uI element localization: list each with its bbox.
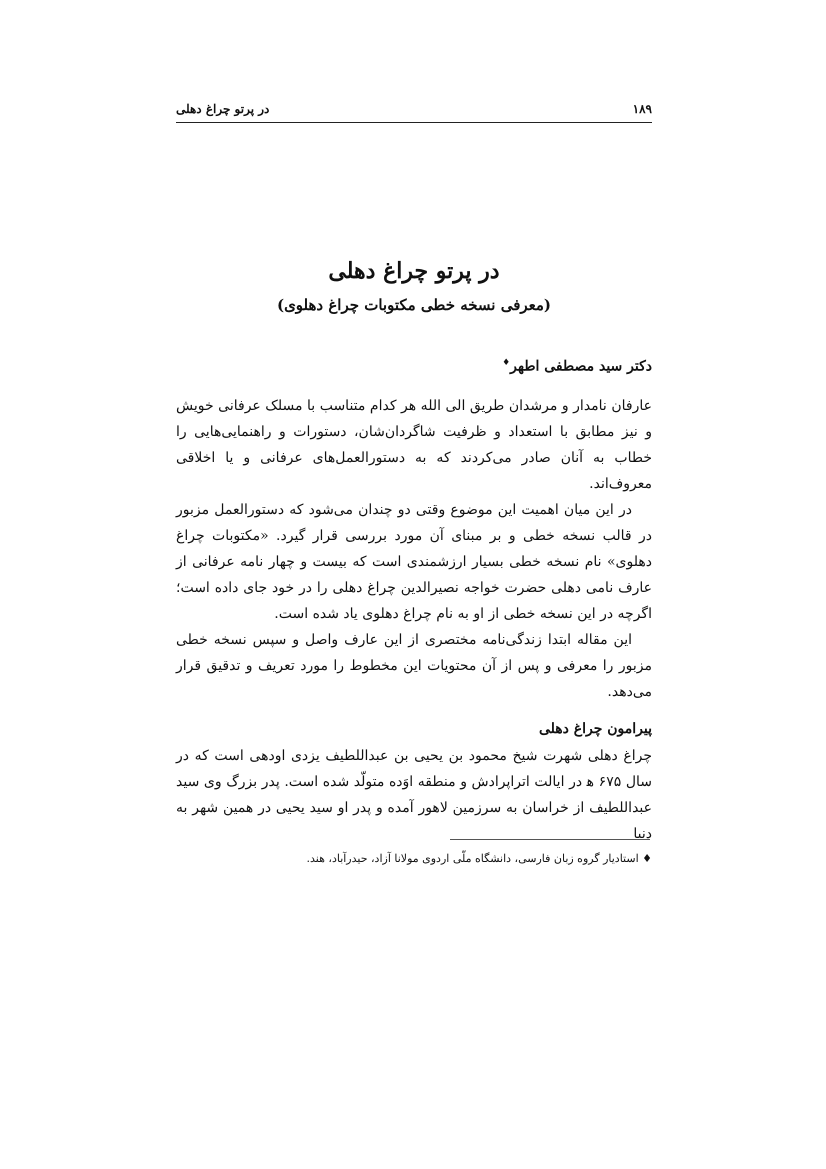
section-heading: پیرامون چراغ دهلی xyxy=(538,721,652,737)
author-line xyxy=(502,358,652,375)
article-body xyxy=(176,393,652,847)
footnote: ♦ استادیار گروه زبان فارسی، دانشگاه ملّی اردوی مولانا آزاد، حیدرآباد، هند. xyxy=(306,852,652,865)
paragraph-1: عارفان نامدار و مرشدان طریق الی الله هر کدام متناسب با مسلک عرفانی خویش و نیز مطابق با استعداد و ظرفیت شاگردان‌شان، دستورات و راهنمایی‌هایی را خطاب به آنان صادر می‌کردند که به دستورالعمل‌های عرفانی و یا اخلاقی معروف‌اند. xyxy=(176,398,652,492)
article-title: در پرتو چراغ دهلی xyxy=(328,258,500,284)
author-footnote-mark: ♦ xyxy=(502,358,511,368)
paragraph-3: این مقاله ابتدا زندگی‌نامه مختصری از این عارف واصل و سپس نسخه خطی مزبور را معرفی و پس از آن محتویات این مخطوط را مورد تعریف و تدقیق قرار می‌دهد. xyxy=(176,632,652,700)
page-number: ۱۸۹ xyxy=(632,102,652,116)
running-header xyxy=(176,98,652,123)
running-title: در پرتو چراغ دهلی xyxy=(176,102,270,116)
article-subtitle: (معرفی نسخه خطی مکتوبات چراغ دهلوی) xyxy=(276,296,552,314)
author-name: دکتر سید مصطفی اطهر xyxy=(510,358,652,375)
paragraph-2: در این میان اهمیت این موضوع وقتی دو چندان می‌شود که دستورالعمل مزبور در قالب نسخه خطی و بر مبنای آن مورد بررسی قرار گیرد. «مکتوبات چراغ دهلوی» نام نسخه خطی بسیار ارزشمندی است که بیست و چهار نامه عرفانی از عارف نامی دهلی حضرت خواجه نصیرالدین چراغ دهلی را در خود جای داده است؛ اگرچه در این نسخه خطی از او به نام چراغ دهلوی یاد شده است. xyxy=(176,502,652,622)
title-block xyxy=(176,255,652,317)
footnote-divider xyxy=(450,839,650,840)
section-paragraph: چراغ دهلی شهرت شیخ محمود بن یحیی بن عبداللطیف یزدی اودهی است که در سال ۶۷۵ ﻫ در ایالت اتراپرادش و منطقه اوَده متولّد شده است. پدر بزرگ وی سید عبداللطیف از خراسان به سرزمین لاهور آمده و پدر او سید یحیی در همین شهر به دنیا xyxy=(176,748,653,842)
